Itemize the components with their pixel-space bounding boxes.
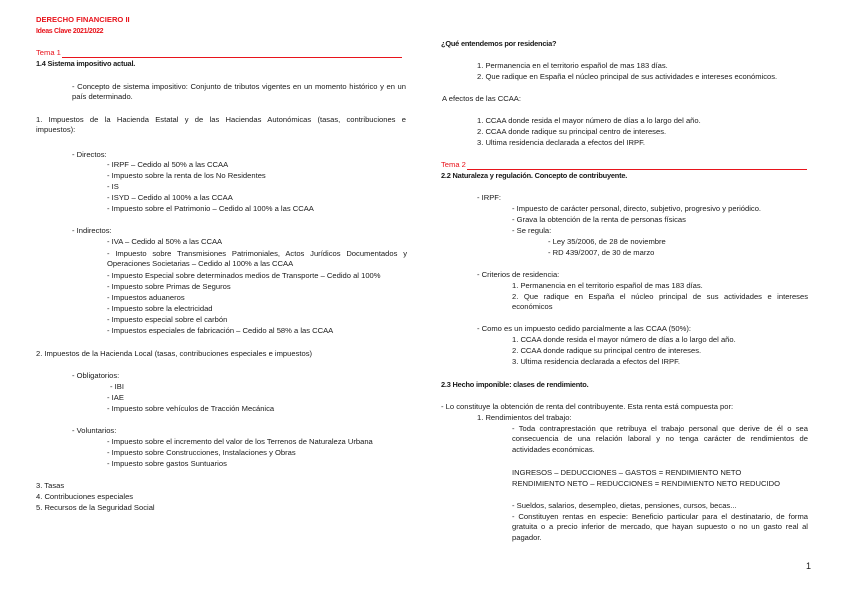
ccaa-label: A efectos de las CCAA: [442,94,521,103]
section-2-2-heading: 2.2 Naturaleza y regulación. Concepto de contribuyente. [441,171,628,180]
cedido-label: - Como es un impuesto cedido parcialmente a las CCAA (50%): [477,324,691,333]
irpf-label: - IRPF: [477,193,502,202]
tema-1-heading [36,48,402,58]
directos-item: - Impuesto sobre el Patrimonio – Cedido al 100% a las CCAA [107,204,314,213]
cedido-item: 1. CCAA donde resida el mayor número de días a lo largo del año. [512,335,736,344]
irpf-item: - Se regula: [512,226,552,235]
indirectos-item: - Impuestos aduaneros [107,293,185,302]
irpf-item: - Grava la obtención de la renta de personas físicas [512,215,686,224]
section-2-3-heading: 2.3 Hecho imponible: clases de rendimiento. [441,380,589,389]
constituye-paragraph: - Lo constituye la obtención de renta del contribuyente. Esta renta está compuesta por: [441,402,734,411]
tema-2-label: Tema 2 [441,160,466,169]
obligatorios-item: - Impuesto sobre vehículos de Tracción Mecánica [107,404,275,413]
irpf-item: - Impuesto de carácter personal, directo, subjetivo, progresivo y periódico. [512,204,762,213]
rendimientos-trabajo-label: 1. Rendimientos del trabajo: [477,413,572,422]
document-subtitle: Ideas Clave 2021/2022 [36,28,104,35]
voluntarios-label: - Voluntarios: [72,426,117,435]
ccaa-item: 3. Ultima residencia declarada a efectos del IRPF. [477,138,645,147]
tail-item: 5. Recursos de la Seguridad Social [36,503,155,512]
regula-item: - RD 439/2007, de 30 de marzo [548,248,655,257]
formula-2: RENDIMIENTO NETO – REDUCCIONES = RENDIMIENTO NETO REDUCIDO [512,479,780,488]
indirectos-item: - Impuesto sobre Primas de Seguros [107,282,231,291]
item-1-paragraph: 1. Impuestos de la Hacienda Estatal y de las Haciendas Autonómicas (tasas, contribuciones e impuestos): [36,115,406,135]
regula-item: - Ley 35/2006, de 28 de noviembre [548,237,666,246]
ccaa-item: 1. CCAA donde resida el mayor número de días a lo largo del año. [477,116,701,125]
directos-item: - IRPF – Cedido al 50% a las CCAA [107,160,229,169]
residencia-item: 2. Que radique en España el núcleo principal de sus actividades e intereses económicos. [477,72,778,81]
voluntarios-item: - Impuesto sobre el incremento del valor de los Terrenos de Naturaleza Urbana [107,437,373,446]
tail-item: 3. Tasas [36,481,65,490]
obligatorios-item: - IAE [107,393,124,402]
obligatorios-item: - IBI [110,382,124,391]
voluntarios-item: - Impuesto sobre gastos Suntuarios [107,459,227,468]
indirectos-item: - Impuestos especiales de fabricación – Cedido al 58% a las CCAA [107,326,334,335]
especie-paragraph: - Constituyen rentas en especie: Beneficio particular para el destinatario, de forma gratuita o a precio inferior de mercado, que hayan supuesto o no un gasto real al pagador. [512,512,808,542]
directos-item: - IS [107,182,119,191]
residencia-heading: ¿Qué entendemos por residencia? [441,39,557,48]
directos-item: - Impuesto sobre la renta de los No Residentes [107,171,266,180]
voluntarios-item: - Impuesto sobre Construcciones, Instalaciones y Obras [107,448,296,457]
criterios-item: 2. Que radique en España el núcleo principal de sus actividades e intereses económicos [512,292,808,312]
cedido-item: 3. Ultima residencia declarada a efectos del IRPF. [512,357,680,366]
indirectos-item: - Impuesto especial sobre el carbón [107,315,228,324]
item-2-paragraph: 2. Impuestos de la Hacienda Local (tasas, contribuciones especiales e impuestos) [36,349,313,358]
tail-item: 4. Contribuciones especiales [36,492,134,501]
criterios-label: - Criterios de residencia: [477,270,560,279]
indirectos-item: - IVA – Cedido al 50% a las CCAA [107,237,223,246]
tema-2-rule [467,161,807,170]
criterios-item: 1. Permanencia en el territorio español de mas 183 días. [512,281,703,290]
directos-label: - Directos: [72,150,107,159]
ccaa-item: 2. CCAA donde radique su principal centro de intereses. [477,127,667,136]
toda-paragraph: - Toda contraprestación que retribuya el trabajo personal que derive de él o sea consecuencia de una relación laboral y no tenga carácter de rendimientos de actividades económicas. [512,424,808,454]
formula-1: INGRESOS – DEDUCCIONES – GASTOS = RENDIMIENTO NETO [512,468,742,477]
indirectos-item: - Impuesto sobre la electricidad [107,304,213,313]
indirectos-item: - Impuesto sobre Transmisiones Patrimoniales, Actos Jurídicos Documentados y Operaciones Societarias – Cedido al 100% a las CCAA [107,249,407,269]
residencia-item: 1. Permanencia en el territorio español de mas 183 días. [477,61,668,70]
tema-2-heading [441,160,807,170]
document-title: DERECHO FINANCIERO II [36,15,130,24]
sueldos-paragraph: - Sueldos, salarios, desempleo, dietas, pensiones, cursos, becas... [512,501,737,510]
section-1-4-heading: 1.4 Sistema impositivo actual. [36,59,136,68]
page-number: 1 [806,561,812,571]
indirectos-label: - Indirectos: [72,226,112,235]
cedido-item: 2. CCAA donde radique su principal centro de intereses. [512,346,702,355]
tema-1-rule [62,49,402,58]
indirectos-item: - Impuesto Especial sobre determinados medios de Transporte – Cedido al 100% [107,271,381,280]
tema-1-label: Tema 1 [36,48,61,57]
obligatorios-label: - Obligatorios: [72,371,120,380]
directos-item: - ISYD – Cedido al 100% a las CCAA [107,193,233,202]
concepto-paragraph: - Concepto de sistema impositivo: Conjunto de tributos vigentes en un momento histórico y en un país determinado. [72,82,406,102]
